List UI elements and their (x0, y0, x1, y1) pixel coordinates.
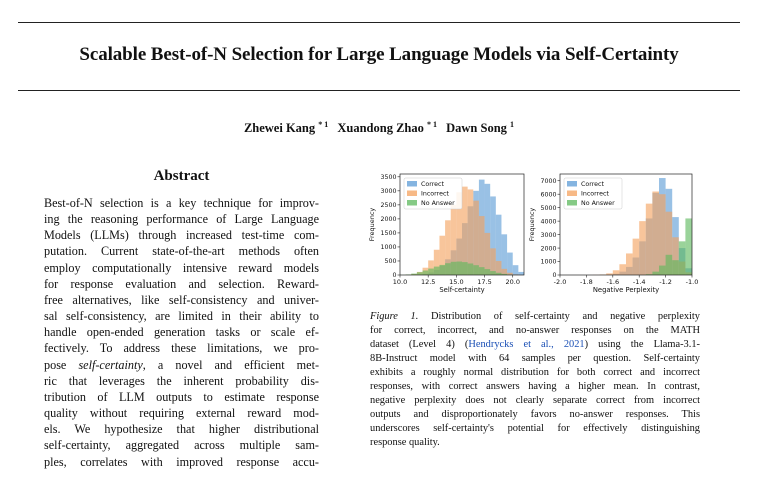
x-tick-label: 20.0 (505, 278, 520, 286)
x-tick-label: 15.0 (449, 278, 464, 286)
abstract-line: putation. Current state-of-the-art methods often (44, 244, 319, 259)
abstract-body (44, 195, 319, 470)
abstract-line: ric that leverages the inherent probability dis- (44, 373, 319, 388)
author-2 (337, 121, 437, 135)
abstract-line: tribution of LLM outputs to estimate response (44, 389, 319, 404)
histogram-bar (679, 241, 686, 275)
abstract-line: for response evaluation and selection. Reward- (44, 276, 319, 291)
x-tick-label: 12.5 (420, 278, 436, 286)
author-list (18, 120, 740, 136)
legend-label: Incorrect (581, 190, 609, 198)
title-rule-top (18, 22, 740, 23)
histogram-bar (652, 192, 659, 275)
histogram-bar (666, 255, 673, 275)
caption-line: responses, with correct answers having a higher mean. In contrast, (370, 381, 700, 392)
x-axis-label: Negative Perplexity (592, 286, 660, 294)
caption-line: exhibits a roughly normal distribution for both correct and incorrect (370, 367, 700, 378)
y-tick-label: 0 (552, 272, 557, 280)
legend-label: No Answer (581, 200, 615, 207)
histogram-bar (518, 272, 524, 275)
y-tick-label: 2000 (540, 245, 557, 253)
histogram-bar (462, 187, 468, 275)
y-axis-label: Frequency (528, 207, 536, 242)
x-tick-label: 10.0 (392, 278, 408, 286)
histogram-bar (445, 263, 451, 275)
y-tick-label: 1000 (380, 244, 397, 252)
histogram-bar (479, 267, 485, 275)
histogram-bar (468, 189, 474, 275)
y-tick-label: 4000 (540, 218, 557, 226)
abstract-line: sal self-consistency, are limited in their ability to (44, 309, 319, 324)
histogram-bar (473, 265, 479, 275)
histogram-bar (659, 266, 666, 275)
abstract-line: Models (LLMs) through increased test-time com- (44, 228, 319, 243)
y-tick-label: 3000 (380, 188, 397, 196)
histogram-bar (485, 233, 491, 275)
abstract-line: ples, correlates with improved response accu- (44, 454, 319, 469)
caption-line: for correct, incorrect, and no-answer responses on the MATH (370, 325, 700, 336)
histogram-bar (473, 201, 479, 275)
y-axis-label: Frequency (368, 207, 376, 242)
abstract-heading: Abstract (153, 168, 210, 184)
legend-swatch (567, 181, 577, 187)
histogram-bar (672, 260, 679, 275)
legend-swatch (567, 200, 577, 206)
caption-line: dataset (Level 4) (Hendrycks et al., 2021) using the Llama-3.1- (370, 339, 701, 350)
caption-line: underscores self-certainty's potential for effectively distinguishing (370, 423, 700, 434)
y-tick-label: 2500 (380, 202, 397, 210)
histogram-bar (490, 248, 496, 275)
x-tick-label: -1.4 (632, 278, 646, 286)
x-tick-label: -1.6 (606, 278, 620, 286)
legend-label: Correct (581, 181, 604, 188)
y-tick-label: 6000 (540, 191, 557, 199)
x-axis-label: Self-certainty (439, 286, 485, 294)
author-affiliation: 1 (510, 120, 515, 129)
histogram-bar (417, 272, 423, 275)
caption-line: response quality. (370, 437, 440, 448)
y-tick-label: 0 (392, 272, 397, 280)
author-affiliation: * 1 (318, 120, 329, 129)
legend-swatch (407, 181, 417, 187)
histogram-bar (633, 239, 640, 275)
histogram-bar (626, 253, 633, 275)
x-tick-label: -1.8 (580, 278, 593, 286)
x-tick-label: -1.0 (685, 278, 699, 286)
histogram-bar (646, 204, 653, 275)
y-tick-label: 5000 (540, 204, 557, 212)
abstract-line: handle open-ended generation tasks or scale ef- (44, 325, 319, 340)
y-tick-label: 1000 (540, 258, 557, 266)
histogram-bar (507, 253, 513, 275)
histogram-bar (513, 265, 519, 275)
histogram-bar (428, 269, 434, 275)
author-name: Xuandong Zhao (337, 121, 424, 136)
y-tick-label: 2000 (380, 216, 397, 224)
histogram-bar (456, 262, 462, 275)
abstract-line: quality without requiring external reward mod- (44, 406, 319, 421)
histogram-bar (462, 262, 468, 275)
abstract-line: fectively. To address these limitations, we pro- (44, 341, 319, 356)
histogram-bar (613, 270, 620, 275)
legend-swatch (567, 191, 577, 197)
author-name: Dawn Song (446, 121, 507, 136)
abstract-emphasis: self-certainty (78, 357, 143, 372)
abstract-line: Best-of-N selection is a key technique for improv- (44, 196, 319, 210)
caption-line: 8B-Instruct model with 64 samples per question. Self-certainty (370, 353, 700, 364)
histogram-bar (659, 194, 666, 275)
y-tick-label: 3000 (540, 231, 557, 239)
histogram-figure (360, 168, 700, 296)
caption-line: outputs and disproportionately favors no-answer responses. This (370, 409, 700, 420)
legend-label: No Answer (421, 200, 455, 207)
x-tick-label: -1.2 (659, 278, 672, 286)
histogram-bar (468, 263, 474, 275)
histogram-bar (685, 218, 692, 275)
caption-line (370, 310, 700, 324)
caption-line: negative perplexity does not clearly separate correct from incorrect (370, 395, 700, 406)
abstract-line: free alternatives, like self-consistency and univer- (44, 292, 319, 307)
author-affiliation: * 1 (427, 120, 437, 129)
legend-label: Correct (421, 181, 444, 188)
legend-swatch (407, 191, 417, 197)
y-tick-label: 1500 (380, 230, 397, 238)
y-tick-label: 7000 (540, 177, 557, 185)
legend-label: Incorrect (421, 190, 449, 198)
histogram-bar (490, 271, 496, 275)
abstract-line: self-certainty, aggregated across multiple sam- (44, 438, 319, 453)
histogram-bar (485, 269, 491, 275)
figure-1 (360, 168, 700, 296)
histogram-bar (639, 221, 646, 275)
abstract-line: pose self-certainty, a novel and efficient met- (44, 357, 320, 372)
paper-title: Scalable Best-of-N Selection for Large Language Models via Self-Certainty (79, 44, 679, 65)
author-name: Zhewei Kang (243, 121, 316, 136)
x-tick-label: 17.5 (477, 278, 492, 286)
abstract-line: employ computationally intensive reward models (44, 260, 319, 275)
abstract-line: ing the reasoning performance of Large Language (44, 212, 319, 227)
author-3 (446, 121, 514, 135)
histogram-bar (451, 262, 457, 275)
legend-swatch (407, 200, 417, 206)
citation-link[interactable]: Hendrycks et al., 2021 (468, 339, 585, 350)
y-tick-label: 500 (384, 258, 397, 266)
caption-text: Distribution of self-certainty and negative perplexity (430, 311, 701, 322)
title-rule-bottom (18, 90, 740, 91)
author-1 (244, 121, 328, 135)
abstract-line: els. We hypothesize that higher distributional (44, 422, 319, 437)
histogram-bar (439, 265, 445, 275)
histogram-bar (434, 267, 440, 275)
x-tick-label: -2.0 (553, 278, 567, 286)
y-tick-label: 3500 (380, 174, 397, 182)
histogram-bar (423, 271, 429, 275)
histogram-bar (652, 272, 659, 275)
figure-caption (370, 310, 700, 450)
caption-label: Figure 1. (370, 311, 419, 322)
histogram-bar (479, 216, 485, 275)
histogram-bar (619, 264, 626, 275)
